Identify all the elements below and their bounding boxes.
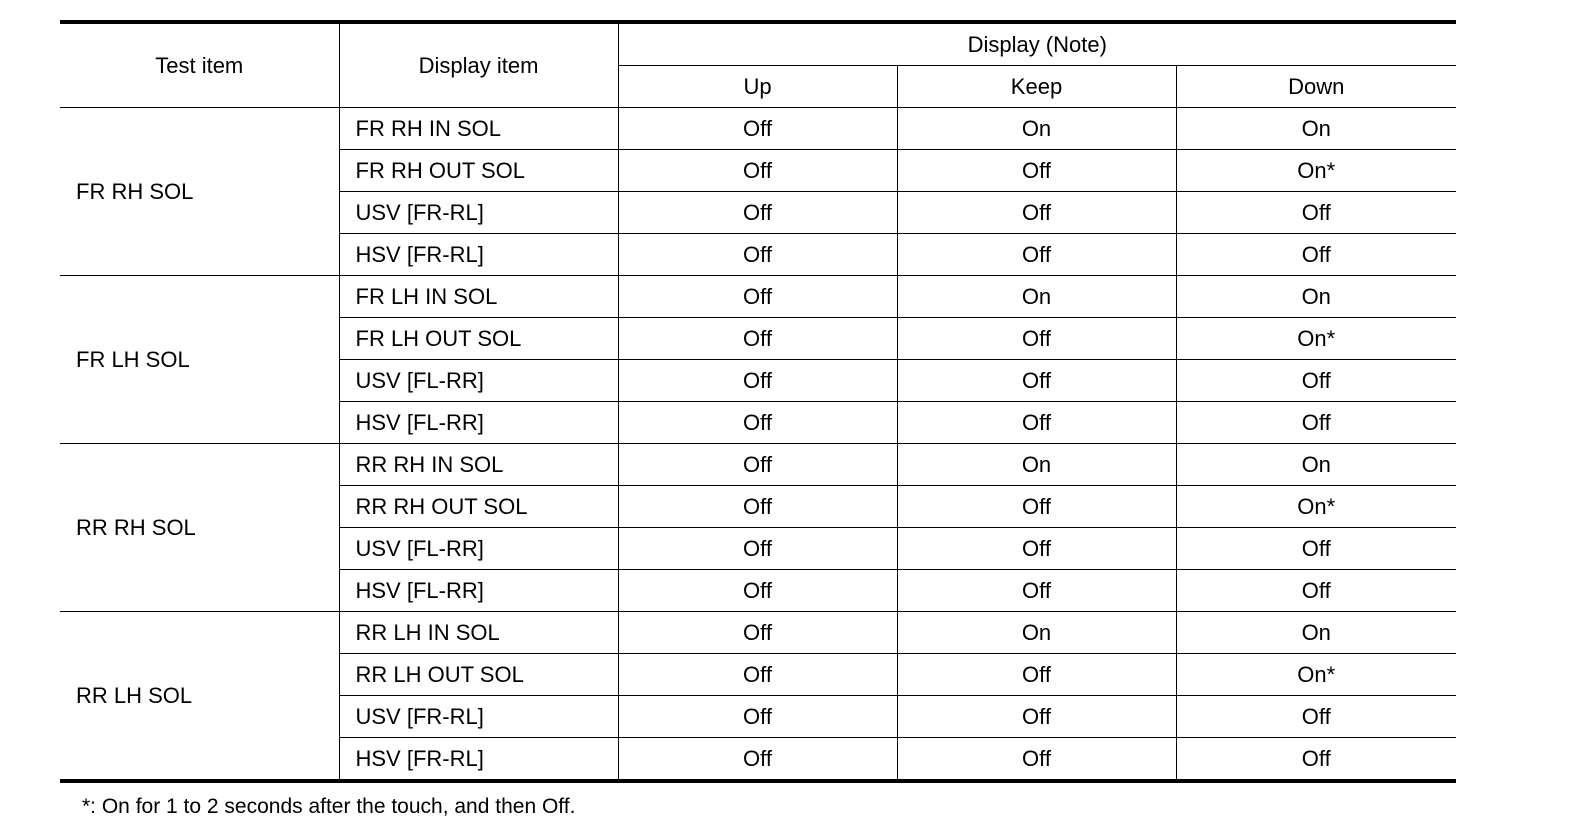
down-value-cell: On*	[1176, 318, 1456, 360]
header-down: Down	[1176, 66, 1456, 108]
down-value-cell: Off	[1176, 192, 1456, 234]
display-item-cell: FR RH IN SOL	[339, 108, 618, 150]
header-up: Up	[618, 66, 897, 108]
test-item-cell: FR LH SOL	[60, 276, 339, 444]
header-display-item: Display item	[339, 22, 618, 108]
table-row	[60, 108, 1456, 150]
document	[60, 20, 1456, 783]
up-value-cell: Off	[618, 402, 897, 444]
down-value-cell: Off	[1176, 738, 1456, 782]
up-value-cell: Off	[618, 234, 897, 276]
keep-value-cell: Off	[897, 234, 1176, 276]
display-item-cell: USV [FL-RR]	[339, 360, 618, 402]
display-item-cell: RR LH OUT SOL	[339, 654, 618, 696]
display-item-cell: FR LH IN SOL	[339, 276, 618, 318]
keep-value-cell: Off	[897, 402, 1176, 444]
down-value-cell: On*	[1176, 150, 1456, 192]
display-item-cell: USV [FL-RR]	[339, 528, 618, 570]
down-value-cell: On*	[1176, 654, 1456, 696]
display-item-cell: HSV [FL-RR]	[339, 402, 618, 444]
up-value-cell: Off	[618, 570, 897, 612]
solenoid-test-table	[60, 20, 1456, 783]
down-value-cell: On	[1176, 108, 1456, 150]
keep-value-cell: Off	[897, 528, 1176, 570]
keep-value-cell: Off	[897, 738, 1176, 782]
keep-value-cell: On	[897, 444, 1176, 486]
up-value-cell: Off	[618, 318, 897, 360]
display-item-cell: HSV [FL-RR]	[339, 570, 618, 612]
keep-value-cell: On	[897, 276, 1176, 318]
display-item-cell: HSV [FR-RL]	[339, 738, 618, 782]
keep-value-cell: Off	[897, 360, 1176, 402]
display-item-cell: USV [FR-RL]	[339, 696, 618, 738]
header-row-1	[60, 22, 1456, 66]
display-item-cell: FR LH OUT SOL	[339, 318, 618, 360]
up-value-cell: Off	[618, 150, 897, 192]
test-item-cell: RR RH SOL	[60, 444, 339, 612]
up-value-cell: Off	[618, 360, 897, 402]
up-value-cell: Off	[618, 108, 897, 150]
keep-value-cell: Off	[897, 486, 1176, 528]
table-row	[60, 276, 1456, 318]
display-item-cell: RR LH IN SOL	[339, 612, 618, 654]
up-value-cell: Off	[618, 738, 897, 782]
header-keep: Keep	[897, 66, 1176, 108]
down-value-cell: Off	[1176, 696, 1456, 738]
up-value-cell: Off	[618, 192, 897, 234]
down-value-cell: On*	[1176, 486, 1456, 528]
up-value-cell: Off	[618, 276, 897, 318]
display-item-cell: HSV [FR-RL]	[339, 234, 618, 276]
table-header	[60, 22, 1456, 108]
up-value-cell: Off	[618, 696, 897, 738]
header-test-item: Test item	[60, 22, 339, 108]
up-value-cell: Off	[618, 528, 897, 570]
down-value-cell: Off	[1176, 234, 1456, 276]
up-value-cell: Off	[618, 654, 897, 696]
up-value-cell: Off	[618, 486, 897, 528]
keep-value-cell: Off	[897, 696, 1176, 738]
header-display-note: Display (Note)	[618, 22, 1456, 66]
footnote: *: On for 1 to 2 seconds after the touch, and then Off.	[82, 795, 576, 818]
down-value-cell: On	[1176, 444, 1456, 486]
keep-value-cell: Off	[897, 192, 1176, 234]
down-value-cell: On	[1176, 612, 1456, 654]
keep-value-cell: On	[897, 108, 1176, 150]
down-value-cell: Off	[1176, 402, 1456, 444]
down-value-cell: Off	[1176, 528, 1456, 570]
down-value-cell: On	[1176, 276, 1456, 318]
table-row	[60, 612, 1456, 654]
table-row	[60, 444, 1456, 486]
keep-value-cell: Off	[897, 318, 1176, 360]
up-value-cell: Off	[618, 444, 897, 486]
display-item-cell: RR RH OUT SOL	[339, 486, 618, 528]
up-value-cell: Off	[618, 612, 897, 654]
keep-value-cell: Off	[897, 150, 1176, 192]
display-item-cell: USV [FR-RL]	[339, 192, 618, 234]
table-body	[60, 108, 1456, 782]
display-item-cell: FR RH OUT SOL	[339, 150, 618, 192]
keep-value-cell: Off	[897, 654, 1176, 696]
test-item-cell: RR LH SOL	[60, 612, 339, 782]
down-value-cell: Off	[1176, 570, 1456, 612]
test-item-cell: FR RH SOL	[60, 108, 339, 276]
down-value-cell: Off	[1176, 360, 1456, 402]
keep-value-cell: Off	[897, 570, 1176, 612]
keep-value-cell: On	[897, 612, 1176, 654]
display-item-cell: RR RH IN SOL	[339, 444, 618, 486]
